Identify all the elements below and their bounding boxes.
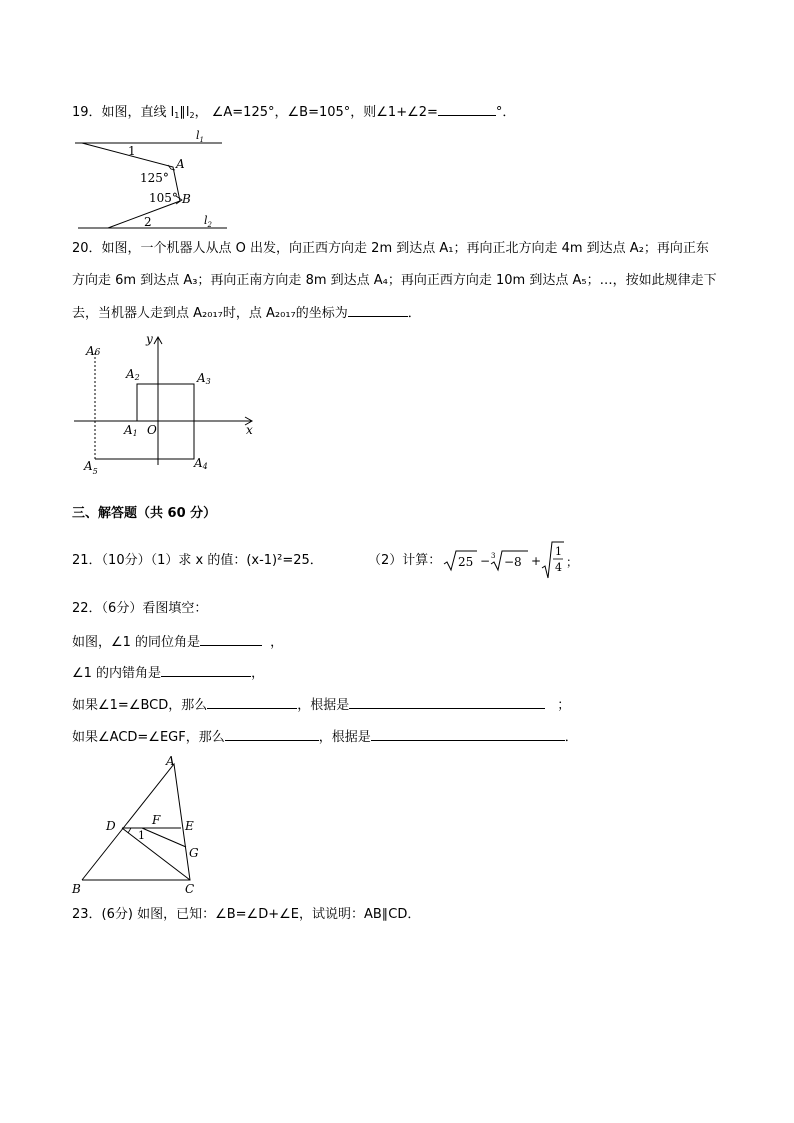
point-b-label: B [182,192,191,206]
point-g-label: G [189,846,199,860]
answer-blank[interactable] [207,696,297,709]
q19-figure [70,130,240,230]
x-axis-label: x [246,423,253,437]
q20-line2: 方向走 6m 到达点 A₃；再向正南方向走 8m 到达点 A₄；再向正西方向走 10m 到达点 A₅；…，按如此规律走下 [72,273,717,288]
q21-part1: 21．（10分）（1）求 x 的值：(x-1)²=25． [72,553,323,568]
origin-label: O [147,423,157,437]
q20-figure [72,332,262,476]
point-a2-label: A2 [126,367,140,382]
svg-text:+: + [531,554,542,568]
point-a-label: A [176,157,185,171]
point-a-label: A [166,754,175,768]
point-a4-label: A4 [194,456,208,471]
q21-part2: （2）计算： [368,553,442,568]
q21-expression [442,540,579,584]
q20-line3: 去，当机器人走到点 A₂₀₁₇时，点 A₂₀₁₇的坐标为 ． [72,306,421,321]
answer-blank[interactable] [225,728,319,741]
y-axis-label: y [146,332,153,346]
svg-text:；: ； [566,555,579,569]
point-e-label: E [185,819,194,833]
point-c-label: C [185,882,195,896]
svg-text:3: 3 [491,552,496,560]
svg-text:4: 4 [555,561,562,574]
q22-line3: 如果∠1=∠BCD，那么 ，根据是 ； [72,698,571,713]
angle-b-label: 105° [149,191,178,205]
svg-text:25: 25 [458,555,474,569]
answer-blank[interactable] [161,664,251,677]
answer-blank[interactable] [371,728,565,741]
point-a6-label: A6 [86,344,101,358]
svg-text:−8: −8 [504,555,522,569]
q22-figure [68,753,218,898]
angle-1-label: 1 [138,829,145,842]
svg-text:1: 1 [555,545,562,558]
point-d-label: D [106,819,116,833]
answer-blank[interactable] [349,696,545,709]
answer-blank[interactable] [348,304,408,317]
angle-2-label: 2 [144,215,152,229]
q19-text: 19．如图，直线 $l_1\parallel l_2$， ∠A=125°，∠B=105°，则∠1+∠2= °． [72,105,516,120]
answer-blank[interactable] [200,633,262,646]
point-b-label: B [72,882,81,896]
l1-label: $l_1$ [196,129,204,144]
q22-line2: ∠1 的内错角是 ， [72,666,265,681]
angle-a-label: 125° [140,171,169,185]
answer-blank[interactable] [438,103,496,116]
point-a5-label: $A_5$ [84,459,98,476]
section-3-title: 三、解答题（共 60 分） [72,506,217,521]
q22-line4: 如果∠ACD=∠EGF，那么 ，根据是 ． [72,730,578,745]
q22-line1: 如图，∠1 的同位角是 ， [72,635,284,650]
point-a3-label: A3 [197,371,211,386]
q23-text: 23．(6分) 如图，已知：∠B=∠D+∠E，试说明：AB∥CD． [72,907,421,922]
q20-line1: 20．如图，一个机器人从点 O 出发，向正西方向走 2m 到达点 A₁；再向正北方向走 4m 到达点 A₂；再向正东 [72,241,709,256]
point-f-label: F [152,813,161,827]
q22-title: 22．（6分）看图填空： [72,601,208,616]
l2-label: $l_2$ [204,214,212,229]
svg-text:−: − [480,554,491,568]
angle-1-label: 1 [128,144,136,158]
point-a1-label: A1 [124,423,138,438]
